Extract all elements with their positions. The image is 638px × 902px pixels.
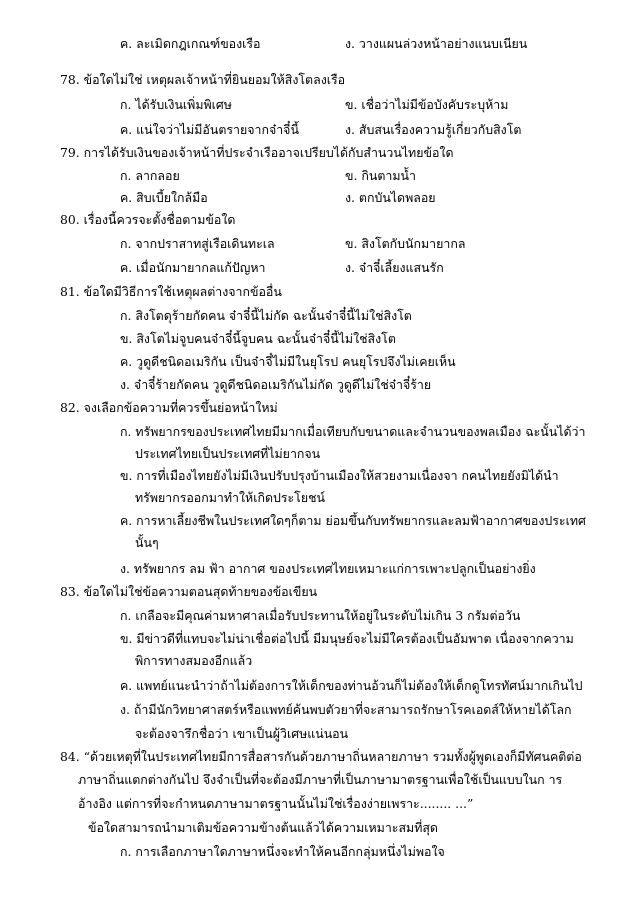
question-83: 83. ข้อใดไม่ใช่ข้อความตอนสุดท้ายของข้อเขียน (60, 584, 318, 599)
q79-option-c: ค. สิบเบี้ยใกล้มือ (120, 190, 208, 205)
q83-option-d-line2: จะต้องจารึกชื่อว่า เขาเป็นผู้วิเศษแน่นอน (135, 726, 349, 741)
q78-option-d: ง. สับสนเรื่องความรู้เกี่ยวกับสิงโต (345, 122, 522, 137)
q78-option-c: ค. แน่ใจว่าไม่มีอันตรายจากจ๋าจี๋นี้ (120, 122, 299, 137)
q80-option-c: ค. เมื่อนักมายากลแก้ปัญหา (120, 260, 266, 275)
q79-option-d: ง. ตกบันไดพลอย (345, 190, 436, 205)
q81-option-d: ง. จ๋าจี๋ร้ายกัดคน วูดูดีชนิดอเมริกันไม่กัด วูดูดีไม่ใช่จ๋าจี๋ร้าย (120, 377, 432, 392)
q83-option-c: ค. แพทย์แนะนำว่าถ้าไม่ต้องการให้เด็กของท่านอ้วนก็ไม่ต้องให้เด็กดูโทรทัศน์มากเกินไป (120, 678, 583, 693)
question-84-line3: อ้างอิง แต่การที่จะกำหนดภาษามาตรฐานนั้นไม่ใช่เรื่องง่ายเพราะ........ ...” (78, 796, 474, 811)
q80-option-d: ง. จ๋าจี๋เลี้ยงแสนรัก (345, 260, 444, 275)
question-80: 80. เรื่องนี้ควรจะตั้งชื่อตามข้อใด (60, 212, 236, 227)
q81-option-b: ข. สิงโตไม่จูบคนจ๋าจี๋นี้จูบคน ฉะนั้นจ๋าจี๋นี้ไม่ใช่สิงโต (120, 331, 396, 346)
q82-option-a-line1: ก. ทรัพยากรของประเทศไทยมีมากเมื่อเทียบกับขนาดและจำนวนของพลเมือง ฉะนั้นได้ว่า (120, 424, 586, 439)
question-84-instruction: ข้อใดสามารถนำมาเติมข้อความข้างต้นแล้วได้ความเหมาะสมที่สุด (88, 820, 438, 835)
q83-option-a: ก. เกลือจะมีคุณค่ามหาศาลเมื่อรับประทานให้อยู่ในระดับไม่เกิน 3 กรัมต่อวัน (120, 608, 521, 623)
q82-option-b-line1: ข. การที่เมืองไทยยังไม่มีเงินปรับปรุงบ้านเมืองให้สวยงามเนื่องจา กคนไทยยังมิได้นำ (120, 468, 559, 483)
q79-option-a: ก. ลากลอย (120, 168, 180, 183)
q82-option-a-line2: ประเทศไทยเป็นประเทศที่ไม่ยากจน (135, 446, 321, 461)
q80-option-a: ก. จากปราสาทสู่เรือเดินทะเล (120, 236, 275, 251)
q78-option-a: ก. ได้รับเงินเพิ่มพิเศษ (120, 97, 232, 112)
q84-option-a: ก. การเลือกภาษาใดภาษาหนึ่งจะทำให้คนอีกกลุ่มหนึ่งไม่พอใจ (120, 844, 445, 859)
option-c: ค. ละเมิดกฎเกณฑ์ของเรือ (120, 36, 261, 51)
q83-option-b-line1: ข. มีข่าวดีที่แทบจะไม่น่าเชื่อต่อไปนี้ มีมนุษย์จะไม่มีใครต้องเป็นอัมพาต เนื่องจากความ (120, 631, 574, 646)
option-d: ง. วางแผนล่วงหน้าอย่างแนบเนียน (345, 36, 528, 51)
q82-option-b-line2: ทรัพยากรออกมาทำให้เกิดประโยชน์ (135, 490, 325, 505)
question-79: 79. การได้รับเงินของเจ้าหน้าที่ประจำเรืออาจเปรียบได้กับสำนวนไทยข้อใด (60, 145, 454, 160)
q79-option-b: ข. กินตามน้ำ (345, 168, 416, 183)
q83-option-b-line2: พิการทางสมองอีกแล้ว (135, 653, 253, 668)
q82-option-c-line2: นั้นๆ (135, 535, 159, 550)
q82-option-c-line1: ค. การหาเลี้ยงชีพในประเทศใดๆก็ตาม ย่อมขึ้นกับทรัพยากรและลมฟ้าอากาศของประเทศ (120, 513, 586, 528)
question-84-line1: 84. “ด้วยเหตุที่ในประเทศไทยมีการสื่อสารกันด้วยภาษาถิ่นหลายภาษา รวมทั้งผู้พูดเองก็มีทัศนคติต่อ (60, 749, 582, 764)
q78-option-b: ข. เชื่อว่าไม่มีข้อบังคับระบุห้าม (345, 97, 509, 112)
q82-option-d: ง. ทรัพยากร ลม ฟ้า อากาศ ของประเทศไทยเหมาะแก่การเพาะปลูกเป็นอย่างยิ่ง (120, 561, 536, 576)
q81-option-c: ค. วูดูดีชนิดอเมริกัน เป็นจ๋าจี๋ไม่มีในยุโรป คนยุโรปจึงไม่เคยเห็น (120, 354, 456, 369)
q81-option-a: ก. สิงโตดุร้ายกัดคน จ๋าจี๋นี้ไม่กัด ฉะนั้นจ๋าจี๋นี้ไม่ใช่สิงโต (120, 308, 412, 323)
question-82: 82. จงเลือกข้อความที่ควรขึ้นย่อหน้าใหม่ (60, 400, 278, 415)
question-78: 78. ข้อใดไม่ใช่ เหตุผลเจ้าหน้าที่ยินยอมให้สิงโตลงเรือ (60, 72, 346, 87)
question-81: 81. ข้อใดมีวิธีการใช้เหตุผลต่างจากข้ออื่น (60, 284, 282, 299)
question-84-line2: ภาษาถิ่นแตกต่างกันไป จึงจำเป็นที่จะต้องมีภาษาที่เป็นภาษามาตรฐานเพื่อใช้เป็นแบบในก าร (78, 772, 563, 787)
q80-option-b: ข. สิงโตกับนักมายากล (345, 236, 466, 251)
q83-option-d-line1: ง. ถ้ามีนักวิทยาศาสตร์หรือแพทย์ค้นพบตัวยาที่จะสามารถรักษาโรคเอดส์ให้หายได้โลก (120, 702, 572, 717)
